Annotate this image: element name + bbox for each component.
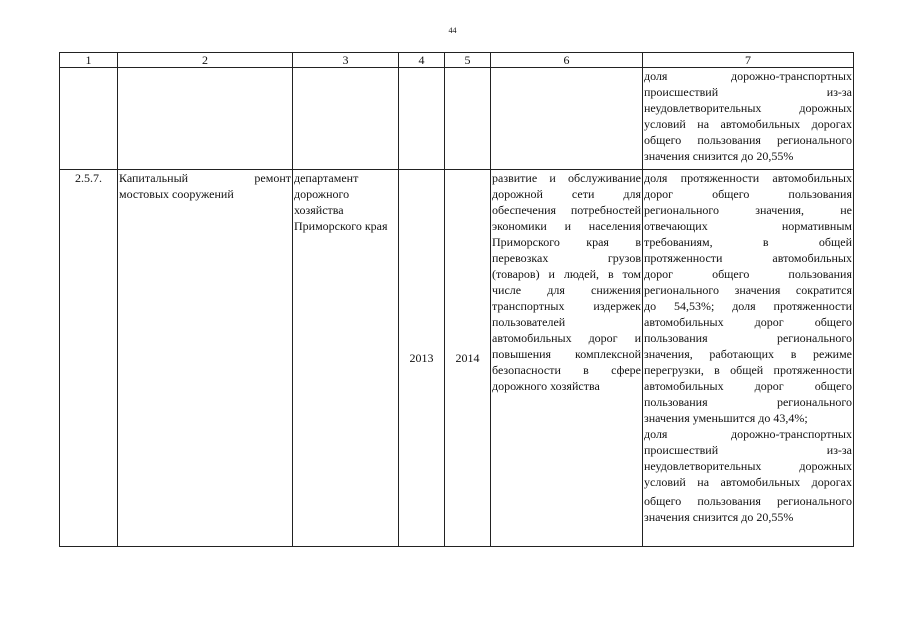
result-line: регионального значения, не <box>644 203 852 217</box>
program-table <box>59 52 854 547</box>
header-cell: 3 <box>293 53 399 68</box>
goal-line: перевозках грузов <box>492 251 641 265</box>
result-line: значения снизится до 20,55% <box>644 149 794 163</box>
result-line: пользования регионального <box>644 395 852 409</box>
goal-line: развитие и обслуживание <box>492 171 641 185</box>
goal-line: обеспечения потребностей <box>492 203 641 217</box>
page-number: 44 <box>448 26 457 35</box>
result-line: протяженности автомобильных <box>644 251 852 265</box>
year-end: 2014 <box>445 170 491 547</box>
header-cell: 4 <box>399 53 445 68</box>
goal-cell <box>491 170 643 547</box>
result-line: требованиям, в общей <box>644 235 852 249</box>
goal-line: экономики и населения <box>492 219 641 233</box>
continuation-result-cell <box>643 68 854 170</box>
goal-line: (товаров) и людей, в том <box>492 267 641 281</box>
header-cell: 7 <box>643 53 854 68</box>
result-line: значения снизится до 20,55% <box>644 510 794 524</box>
result-line: регионального значения сократится <box>644 283 852 297</box>
result-line: отвечающих нормативным <box>644 219 852 233</box>
result-cell <box>643 170 854 547</box>
measure-name-cell <box>118 170 293 547</box>
department-line: хозяйства <box>294 203 344 217</box>
result-line: неудовлетворительных дорожных <box>644 459 852 473</box>
result-line: значения, работающих в режиме <box>644 347 852 361</box>
goal-line: числе для снижения <box>492 283 641 297</box>
department-line: Приморского края <box>294 219 388 233</box>
department-line: департамент <box>294 171 359 185</box>
result-line: доля протяженности автомобильных <box>644 171 852 185</box>
result-line: значения уменьшится до 43,4%; <box>644 411 808 425</box>
table-header-row <box>60 53 854 68</box>
goal-line: пользователей <box>492 315 566 329</box>
goal-line: Приморского края в <box>492 235 641 249</box>
table-row <box>60 170 854 547</box>
department-cell <box>293 170 399 547</box>
goal-line: дорожного хозяйства <box>492 379 600 393</box>
result-line: неудовлетворительных дорожных <box>644 101 852 115</box>
result-line: пользования регионального <box>644 331 852 345</box>
result-line: доля дорожно-транспортных <box>644 69 852 83</box>
goal-line: автомобильных дорог и <box>492 331 641 345</box>
measure-name-line: Капитальный ремонт <box>119 171 291 185</box>
department-line: дорожного <box>294 187 350 201</box>
result-line: дорог общего пользования <box>644 267 852 281</box>
goal-line: повышения комплексной <box>492 347 641 361</box>
header-cell: 5 <box>445 53 491 68</box>
result-line: общего пользования регионального <box>644 133 852 147</box>
goal-line: дорожной сети для <box>492 187 641 201</box>
result-line: общего пользования регионального <box>644 494 852 508</box>
result-line: перегрузки, в общей протяженности <box>644 363 852 377</box>
measure-name-line: мостовых сооружений <box>119 187 234 201</box>
header-cell: 1 <box>60 53 118 68</box>
header-cell: 6 <box>491 53 643 68</box>
result-line: автомобильных дорог общего <box>644 315 852 329</box>
result-line: условий на автомобильных дорогах <box>644 475 852 489</box>
result-line: происшествий из-за <box>644 85 852 99</box>
result-line: происшествий из-за <box>644 443 852 457</box>
year-start: 2013 <box>399 170 445 547</box>
result-line: доля дорожно-транспортных <box>644 427 852 441</box>
header-cell: 2 <box>118 53 293 68</box>
goal-line: транспортных издержек <box>492 299 641 313</box>
result-line: до 54,53%; доля протяженности <box>644 299 852 313</box>
table-row <box>60 68 854 170</box>
goal-line: безопасности в сфере <box>492 363 641 377</box>
row-number: 2.5.7. <box>60 170 118 547</box>
result-line: условий на автомобильных дорогах <box>644 117 852 131</box>
result-line: дорог общего пользования <box>644 187 852 201</box>
result-line: автомобильных дорог общего <box>644 379 852 393</box>
